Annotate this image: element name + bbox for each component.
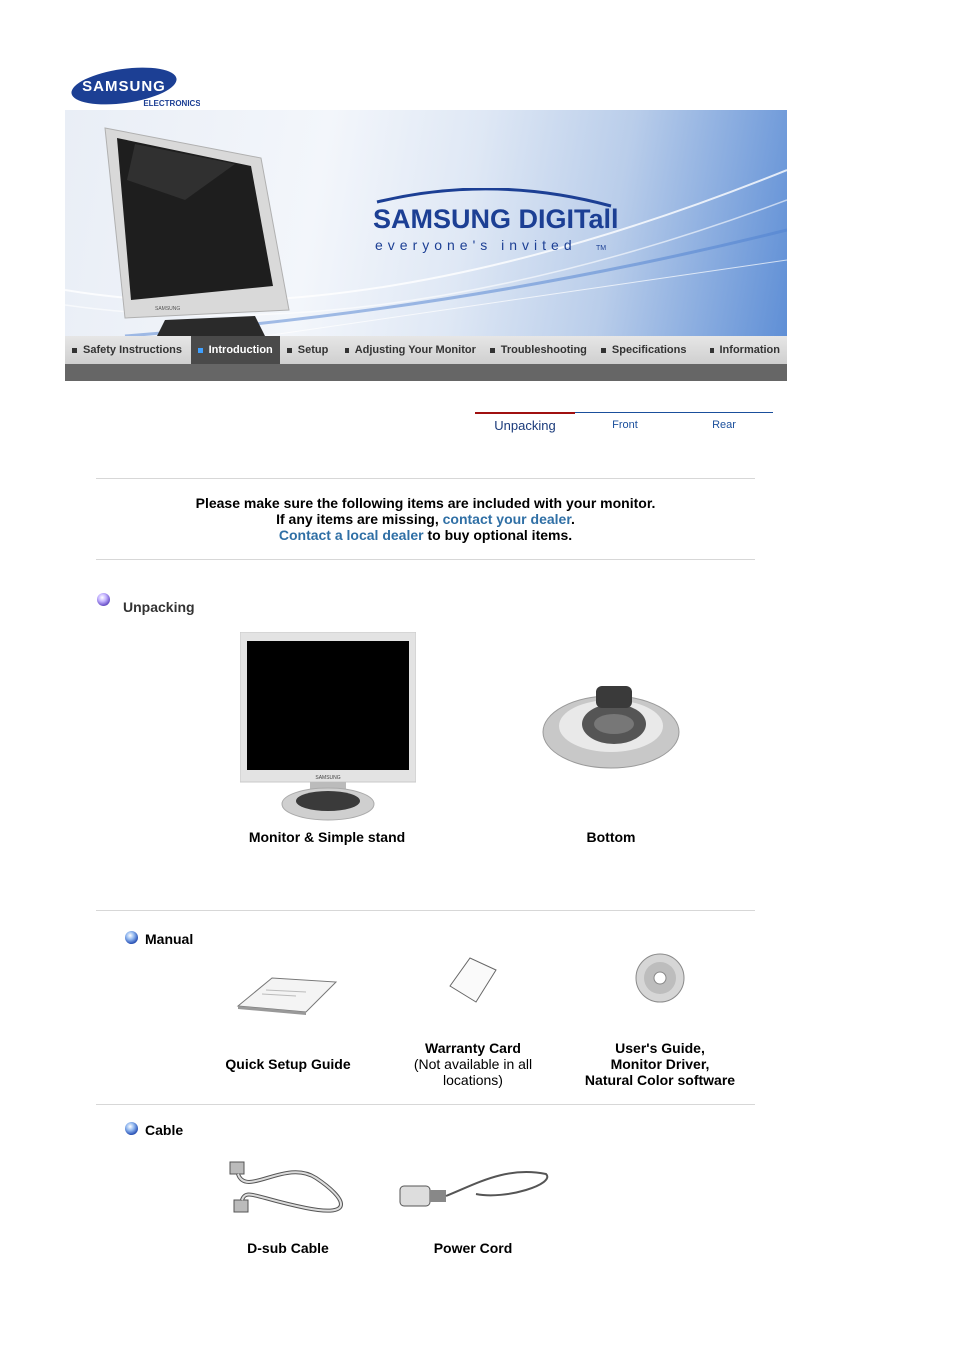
banner-monitor-badge: SAMSUNG [155, 306, 181, 312]
nav-troubleshooting[interactable]: Troubleshooting [483, 336, 594, 364]
monitor-image [240, 632, 416, 822]
section-tabs [475, 412, 773, 440]
nav-bullet-icon [710, 348, 714, 353]
tab-front[interactable]: Front [612, 419, 638, 431]
nav-bullet-icon [345, 348, 349, 353]
section-bullet-icon [97, 593, 110, 606]
warranty-note-1: (Not available in all [413, 1056, 533, 1072]
notice-line-3: Contact a local dealer to buy optional items. [278, 527, 573, 543]
caption-monitor-driver: Monitor Driver, [610, 1056, 710, 1072]
warranty-card-caption [392, 1040, 554, 1088]
contact-local-dealer-link[interactable]: Contact a local dealer [278, 527, 424, 543]
caption-warranty-card: Warranty Card [425, 1040, 521, 1056]
tab-rear[interactable]: Rear [712, 419, 736, 431]
cd-icon [634, 952, 686, 1004]
banner-tagline: everyone's invited [375, 237, 577, 253]
nav-adjusting-your-monitor[interactable]: Adjusting Your Monitor [338, 336, 483, 364]
main-nav [65, 336, 787, 364]
bottom-stand-image [540, 680, 682, 772]
divider [96, 478, 755, 479]
caption-users-guide: User's Guide, [615, 1040, 705, 1056]
nav-bullet-icon [72, 348, 77, 353]
nav-specifications[interactable]: Specifications [594, 336, 703, 364]
nav-bullet-icon [601, 348, 606, 353]
divider [96, 559, 755, 560]
users-guide-caption [570, 1040, 750, 1088]
nav-safety-instructions[interactable]: Safety Instructions [65, 336, 191, 364]
section-bullet-icon [125, 1122, 138, 1135]
notice-line-1: Please make sure the following items are included with your monitor. [195, 495, 656, 511]
nav-introduction[interactable]: Introduction [191, 336, 280, 364]
dsub-cable-image [226, 1158, 350, 1222]
divider [96, 910, 755, 911]
nav-setup[interactable]: Setup [280, 336, 338, 364]
caption-power-cord: Power Cord [433, 1240, 513, 1256]
logo-sub: ELECTRONICS [143, 99, 200, 108]
included-items-notice [96, 495, 755, 543]
caption-monitor-stand: Monitor & Simple stand [248, 829, 406, 845]
nav-subbar [65, 364, 787, 381]
manual-title: Manual [145, 931, 194, 947]
samsung-logo [70, 66, 200, 110]
tab-unpacking[interactable]: Unpacking [494, 417, 556, 433]
banner-brand [373, 188, 633, 258]
section-bullet-icon [125, 931, 138, 944]
quick-setup-guide-image [236, 972, 340, 1018]
warranty-card-image [448, 956, 498, 1004]
caption-bottom: Bottom [586, 829, 636, 845]
nav-bullet-icon [490, 348, 495, 353]
banner-tm: TM [596, 245, 607, 252]
banner-headline: SAMSUNG DIGITall [373, 204, 619, 234]
monitor-badge: SAMSUNG [315, 775, 341, 781]
caption-dsub-cable: D-sub Cable [247, 1240, 329, 1256]
contact-dealer-link[interactable]: contact your dealer [442, 511, 571, 527]
cable-title: Cable [145, 1122, 184, 1138]
caption-quick-setup-guide: Quick Setup Guide [225, 1056, 351, 1072]
warranty-note-2: locations) [443, 1072, 503, 1088]
divider [96, 1104, 755, 1105]
nav-bullet-icon [198, 348, 203, 353]
hero-banner [65, 110, 787, 336]
caption-natural-color: Natural Color software [584, 1072, 736, 1088]
unpacking-title: Unpacking [123, 599, 195, 615]
power-cord-image [396, 1164, 550, 1216]
banner-monitor-image [105, 128, 289, 336]
logo-brand: SAMSUNG [82, 78, 166, 95]
nav-bullet-icon [287, 348, 292, 353]
nav-information[interactable]: Information [703, 336, 787, 364]
notice-line-2: If any items are missing, contact your dealer. [276, 511, 575, 527]
